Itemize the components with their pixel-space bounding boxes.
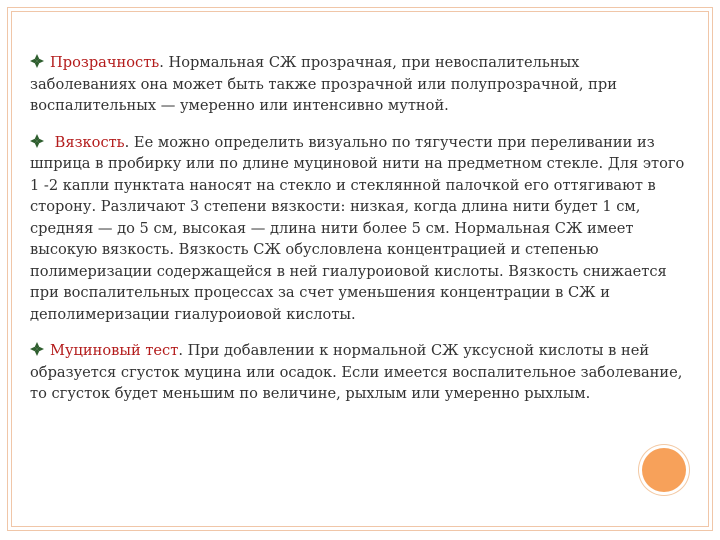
paragraph-mucin-test <box>30 340 686 405</box>
diamond-bullet-icon <box>30 342 46 356</box>
orange-circle-icon <box>642 448 686 492</box>
paragraph-transparency <box>30 52 686 117</box>
diamond-bullet-icon <box>30 134 46 148</box>
paragraph-text: . Нормальная СЖ прозрачная, при невоспалительных заболеваниях она может быть также прозрачной или полупрозрачной, при воспалительных — умеренно или интенсивно мутной. <box>30 54 617 114</box>
paragraph-text: . Ее можно определить визуально по тягучести при переливании из шприца в пробирку или по длине муциновой нити на предметном стекле. Для этого 1 -2 капли пунктата наносят на стекло и стеклянной палочкой его оттягивают в сторону. Различают 3 степени вязкости: низкая, когда длина нити будет 1 см, средняя — до 5 см, высокая — длина нити более 5 см. Нормальная СЖ имеет высокую вязкость. Вязкость СЖ обусловлена концентрацией и степенью полимеризации содержащейся в ней гиалуроиовой кислоты. Вязкость снижается при воспалительных процессах за счет уменьшения концентрации в СЖ и деполимеризации гиалуроиовой кислоты. <box>30 133 685 323</box>
term-label: Прозрачность <box>50 54 160 71</box>
paragraph-text: . При добавлении к нормальной СЖ уксусной кислоты в ней образуется сгусток муцина или осадок. Если имеется воспалительное заболевание, то сгусток будет меньшим по величине, рыхлым или умеренно рыхлым. <box>30 342 683 402</box>
term-label: Вязкость <box>54 133 125 151</box>
paragraph-viscosity <box>30 132 686 326</box>
term-label: Муциновый тест <box>50 342 179 359</box>
diamond-bullet-icon <box>30 54 46 68</box>
slide-content <box>30 52 686 405</box>
